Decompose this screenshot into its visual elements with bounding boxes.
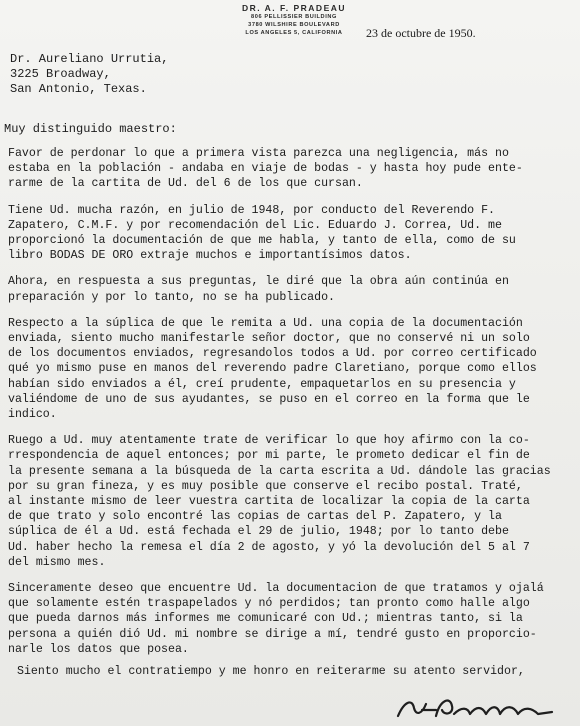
text-line: que pueda darnos más informes me comunicaré con Ud.; mientras tanto, si la — [8, 612, 523, 626]
letter-body — [8, 146, 574, 657]
text-line: habían sido enviados a él, creí prudente, empaquetarlos en su presencia y — [8, 377, 516, 391]
recipient-street: 3225 Broadway, — [10, 67, 111, 81]
text-line: súplica de él a Ud. está fechada el 29 de julio, 1948; por lo tanto debe — [8, 525, 509, 539]
text-line: Tiene Ud. mucha razón, en julio de 1948, por conducto del Reverendo F. — [8, 203, 496, 217]
letter-date: 23 de octubre de 1950. — [366, 26, 476, 40]
recipient-city: San Antonio, Texas. — [10, 82, 147, 96]
paragraph-3 — [8, 274, 574, 304]
text-line: preparación y por lo tanto, no se ha publicado. — [8, 290, 335, 304]
paragraph-1 — [8, 146, 574, 192]
text-line: que solamente estén traspapelados y nó perdidos; tan pronto como halle algo — [8, 597, 530, 611]
text-line: proporcionó la documentación de que me habla, y tanto de ella, como de su — [8, 234, 516, 248]
text-line: la presente semana a la búsqueda de la carta escrita a Ud. dándole las gracias — [8, 464, 551, 478]
recipient-address — [10, 52, 168, 97]
text-line: por su gran fineza, y es muy posible que conserve el recibo postal. Traté, — [8, 479, 523, 493]
text-line: Favor de perdonar lo que a primera vista parezca una negligencia, más no — [8, 147, 509, 160]
text-line: narle los datos que posea. — [8, 642, 189, 656]
letterhead-city: LOS ANGELES 5, CALIFORNIA — [245, 30, 343, 36]
text-line: Ud. haber hecho la remesa el día 2 de agosto, y yó la devolución del 5 al 7 — [8, 540, 530, 554]
text-line: del mismo mes. — [8, 555, 106, 569]
text-line: rarme de la cartita de Ud. del 6 de los que cursan. — [8, 177, 363, 191]
text-line: Ruego a Ud. muy atentamente trate de verificar lo que hoy afirmo con la co- — [8, 434, 530, 448]
letterhead-building: 806 PELLISSIER BUILDING — [251, 14, 337, 20]
text-line: al instante mismo de leer vuestra cartita de localizar la copia de la carta — [8, 495, 530, 509]
text-line: de que trato y solo encontré las copias de cartas del P. Zapatero, y la — [8, 510, 502, 524]
text-line: Sinceramente deseo que encuentre Ud. la documentacion de que tratamos y ojalá — [8, 582, 544, 596]
text-line: Ahora, en respuesta a sus preguntas, le diré que la obra aún continúa en — [8, 275, 509, 289]
text-line: indico. — [8, 408, 57, 422]
text-line: de los documentos enviados, regresandolos todos a Ud. por correo certificado — [8, 347, 537, 361]
text-line: Zapatero, C.M.F. y por recomendación del Lic. Eduardo J. Correa, Ud. me — [8, 218, 502, 232]
text-line: persona a quién dió Ud. mi nombre se dirige a mí, tendré gusto en proporcio- — [8, 627, 537, 641]
handwritten-signature — [392, 692, 562, 724]
letterhead-name: DR. A. F. PRADEAU — [241, 3, 347, 13]
closing-line: Siento mucho el contratiempo y me honro en reiterarme su atento servidor, — [17, 665, 525, 678]
signature-scribble — [392, 692, 562, 724]
text-line: rrespondencia de aquel entonces; por mi parte, le prometo dedicar el fin de — [8, 449, 530, 463]
recipient-name: Dr. Aureliano Urrutia, — [10, 52, 169, 66]
text-line: Respecto a la súplica de que le remita a Ud. una copia de la documentación — [8, 316, 523, 330]
text-line: estaba en la población - andaba en viaje de bodas - y hasta hoy pude ente- — [8, 162, 523, 176]
text-line: libro BODAS DE ORO extraje muchos e importantísimos datos. — [8, 249, 412, 263]
salutation: Muy distinguido maestro: — [4, 122, 177, 136]
letterhead-street: 3780 WILSHIRE BOULEVARD — [248, 22, 340, 28]
paragraph-6 — [8, 581, 574, 657]
letterhead — [214, 3, 374, 37]
paragraph-4 — [8, 316, 574, 422]
paragraph-2 — [8, 203, 574, 264]
text-line: valiéndome de uno de sus ayudantes, se puso en el correo en la forma que le — [8, 392, 530, 406]
text-line: enviada, siento mucho manifestarle señor doctor, que no conservé ni un solo — [8, 332, 530, 346]
paragraph-5 — [8, 433, 574, 570]
text-line: qué yo mismo puse en manos del reverendo padre Claretiano, porque como ellos — [8, 362, 537, 376]
